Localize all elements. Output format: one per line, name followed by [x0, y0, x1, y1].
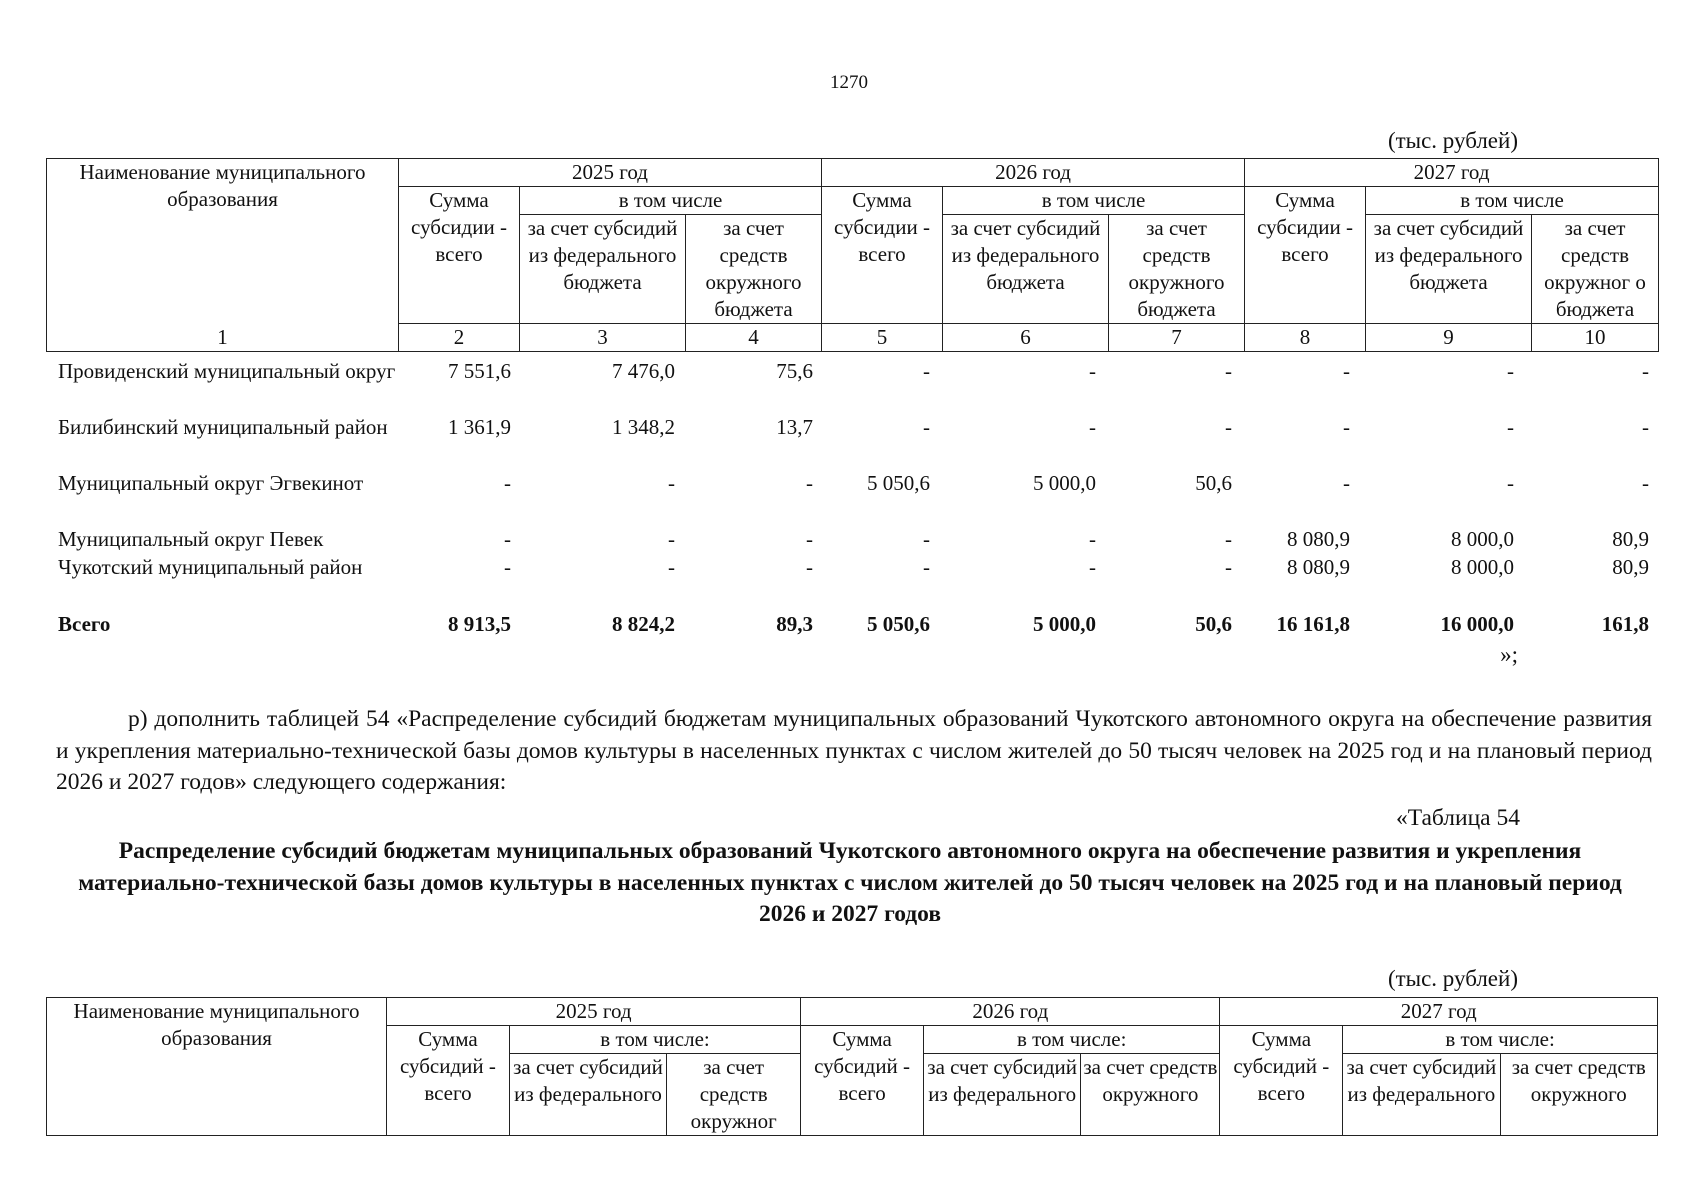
cell: 8 913,5 [448, 612, 511, 636]
table-title: Распределение субсидий бюджетам муниципальных образований Чукотского автономного округа на обеспечение развития и укрепления материально-технической базы домов культуры в населенных пунктах с числом жителей до 50 тысяч человек на 2025 год и на плановый период 2026 и 2027 годов [78, 838, 1622, 927]
cell: - [668, 471, 675, 495]
header-sum-total: Сумма субсидий - всего [1220, 1026, 1343, 1136]
cell: 16 161,8 [1276, 612, 1350, 636]
units-label: (тыс. рублей) [1387, 128, 1518, 153]
cell: - [1225, 415, 1232, 439]
cell: - [504, 527, 511, 551]
cell: - [1225, 359, 1232, 383]
header-regional: за счет средств окружного бюджета [686, 215, 822, 324]
body-paragraph: р) дополнить таблицей 54 «Распределение субсидий бюджетам муниципальных образований Чукотского автономного округа на обеспечение развития и укрепления материально-технической базы домов культуры в населенных пунктах с числом жителей до 50 тысяч человек на 2025 год и на плановый период 2026 и 2027 годов» следующего содержания: [56, 706, 1652, 795]
cell: 13,7 [776, 415, 813, 439]
cell: - [1343, 359, 1350, 383]
header-incl: в том числе [943, 187, 1245, 215]
cell: 8 000,0 [1451, 555, 1514, 579]
col-number: 10 [1532, 324, 1659, 352]
cell: - [806, 471, 813, 495]
header-sum-total: Сумма субсидий - всего [801, 1026, 924, 1136]
cell: - [1642, 415, 1649, 439]
header-federal: за счет субсидий из федерального [509, 1054, 666, 1136]
row-name: Муниципальный округ Эгвекинот [58, 471, 364, 495]
table-1-header [46, 158, 1659, 352]
cell: - [668, 527, 675, 551]
cell: 1 361,9 [448, 415, 511, 439]
header-sum-total: Сумма субсидии - всего [399, 187, 520, 324]
cell: - [923, 555, 930, 579]
header-year-2025: 2025 год [399, 159, 822, 187]
cell: 80,9 [1612, 555, 1649, 579]
cell: - [1507, 415, 1514, 439]
page-number: 1270 [830, 72, 868, 93]
col-number: 5 [822, 324, 943, 352]
header-federal: за счет субсидий из федерального [924, 1054, 1081, 1136]
cell: 5 000,0 [1033, 612, 1096, 636]
header-incl: в том числе: [509, 1026, 800, 1054]
col-number: 8 [1245, 324, 1366, 352]
header-year-2026: 2026 год [801, 998, 1220, 1026]
table-label: «Таблица 54 [1395, 805, 1520, 831]
cell: - [923, 415, 930, 439]
row-name: Всего [58, 612, 111, 636]
header-year-2026: 2026 год [822, 159, 1245, 187]
header-year-2027: 2027 год [1220, 998, 1658, 1026]
row-name: Провиденский муниципальный округ [58, 359, 396, 383]
cell: 8 824,2 [612, 612, 675, 636]
cell: - [1089, 359, 1096, 383]
header-federal: за счет субсидий из федерального бюджета [1366, 215, 1532, 324]
header-sum-total: Сумма субсидии - всего [1245, 187, 1366, 324]
cell: 8 000,0 [1451, 527, 1514, 551]
header-incl: в том числе [520, 187, 822, 215]
cell: 8 080,9 [1287, 527, 1350, 551]
cell: 50,6 [1195, 612, 1232, 636]
cell: 89,3 [776, 612, 813, 636]
col-number: 1 [47, 324, 399, 352]
cell: - [668, 555, 675, 579]
row-name: Билибинский муниципальный район [58, 415, 388, 439]
row-name: Чукотский муниципальный район [58, 555, 363, 579]
header-year-2025: 2025 год [387, 998, 801, 1026]
header-regional: за счет средств окружного [1081, 1054, 1220, 1136]
header-incl: в том числе: [1343, 1026, 1658, 1054]
cell: 5 050,6 [867, 471, 930, 495]
col-number: 4 [686, 324, 822, 352]
cell: 16 000,0 [1440, 612, 1514, 636]
cell: - [1343, 415, 1350, 439]
cell: 80,9 [1612, 527, 1649, 551]
cell: - [1642, 471, 1649, 495]
cell: 50,6 [1195, 471, 1232, 495]
header-federal: за счет субсидий из федерального [1343, 1054, 1500, 1136]
cell: 7 476,0 [612, 359, 675, 383]
col-number: 3 [520, 324, 686, 352]
cell: 75,6 [776, 359, 813, 383]
header-incl: в том числе: [924, 1026, 1220, 1054]
cell: 5 000,0 [1033, 471, 1096, 495]
cell: - [1089, 555, 1096, 579]
header-year-2027: 2027 год [1245, 159, 1659, 187]
cell: - [1343, 471, 1350, 495]
cell: - [1089, 415, 1096, 439]
col-number: 7 [1109, 324, 1245, 352]
cell: 161,8 [1601, 612, 1649, 636]
cell: 1 348,2 [612, 415, 675, 439]
header-incl: в том числе [1366, 187, 1659, 215]
col-number: 2 [399, 324, 520, 352]
cell: - [504, 471, 511, 495]
cell: - [1089, 527, 1096, 551]
closing-quote: »; [1500, 642, 1518, 667]
header-federal: за счет субсидий из федерального бюджета [520, 215, 686, 324]
col-number: 6 [943, 324, 1109, 352]
cell: - [504, 555, 511, 579]
cell: 8 080,9 [1287, 555, 1350, 579]
header-regional: за счет средств окружного бюджета [1109, 215, 1245, 324]
header-name-col: Наименование муниципального образования [47, 159, 399, 324]
cell: - [923, 527, 930, 551]
header-regional: за счет средств окружного [1500, 1054, 1657, 1136]
units-label: (тыс. рублей) [1387, 966, 1518, 991]
cell: - [1642, 359, 1649, 383]
cell: - [806, 527, 813, 551]
header-regional: за счет средств окружног о бюджета [1532, 215, 1659, 324]
cell: - [923, 359, 930, 383]
row-name: Муниципальный округ Певек [58, 527, 324, 551]
cell: - [806, 555, 813, 579]
cell: - [1225, 555, 1232, 579]
header-regional: за счет средств окружног [667, 1054, 801, 1136]
cell: 7 551,6 [448, 359, 511, 383]
cell: - [1507, 359, 1514, 383]
cell: 5 050,6 [867, 612, 930, 636]
header-sum-total: Сумма субсидии - всего [822, 187, 943, 324]
cell: - [1225, 527, 1232, 551]
table-2-header [46, 997, 1658, 1136]
cell: - [1507, 471, 1514, 495]
header-name-col: Наименование муниципального образования [47, 998, 387, 1136]
header-sum-total: Сумма субсидий - всего [387, 1026, 510, 1136]
header-federal: за счет субсидий из федерального бюджета [943, 215, 1109, 324]
col-number: 9 [1366, 324, 1532, 352]
